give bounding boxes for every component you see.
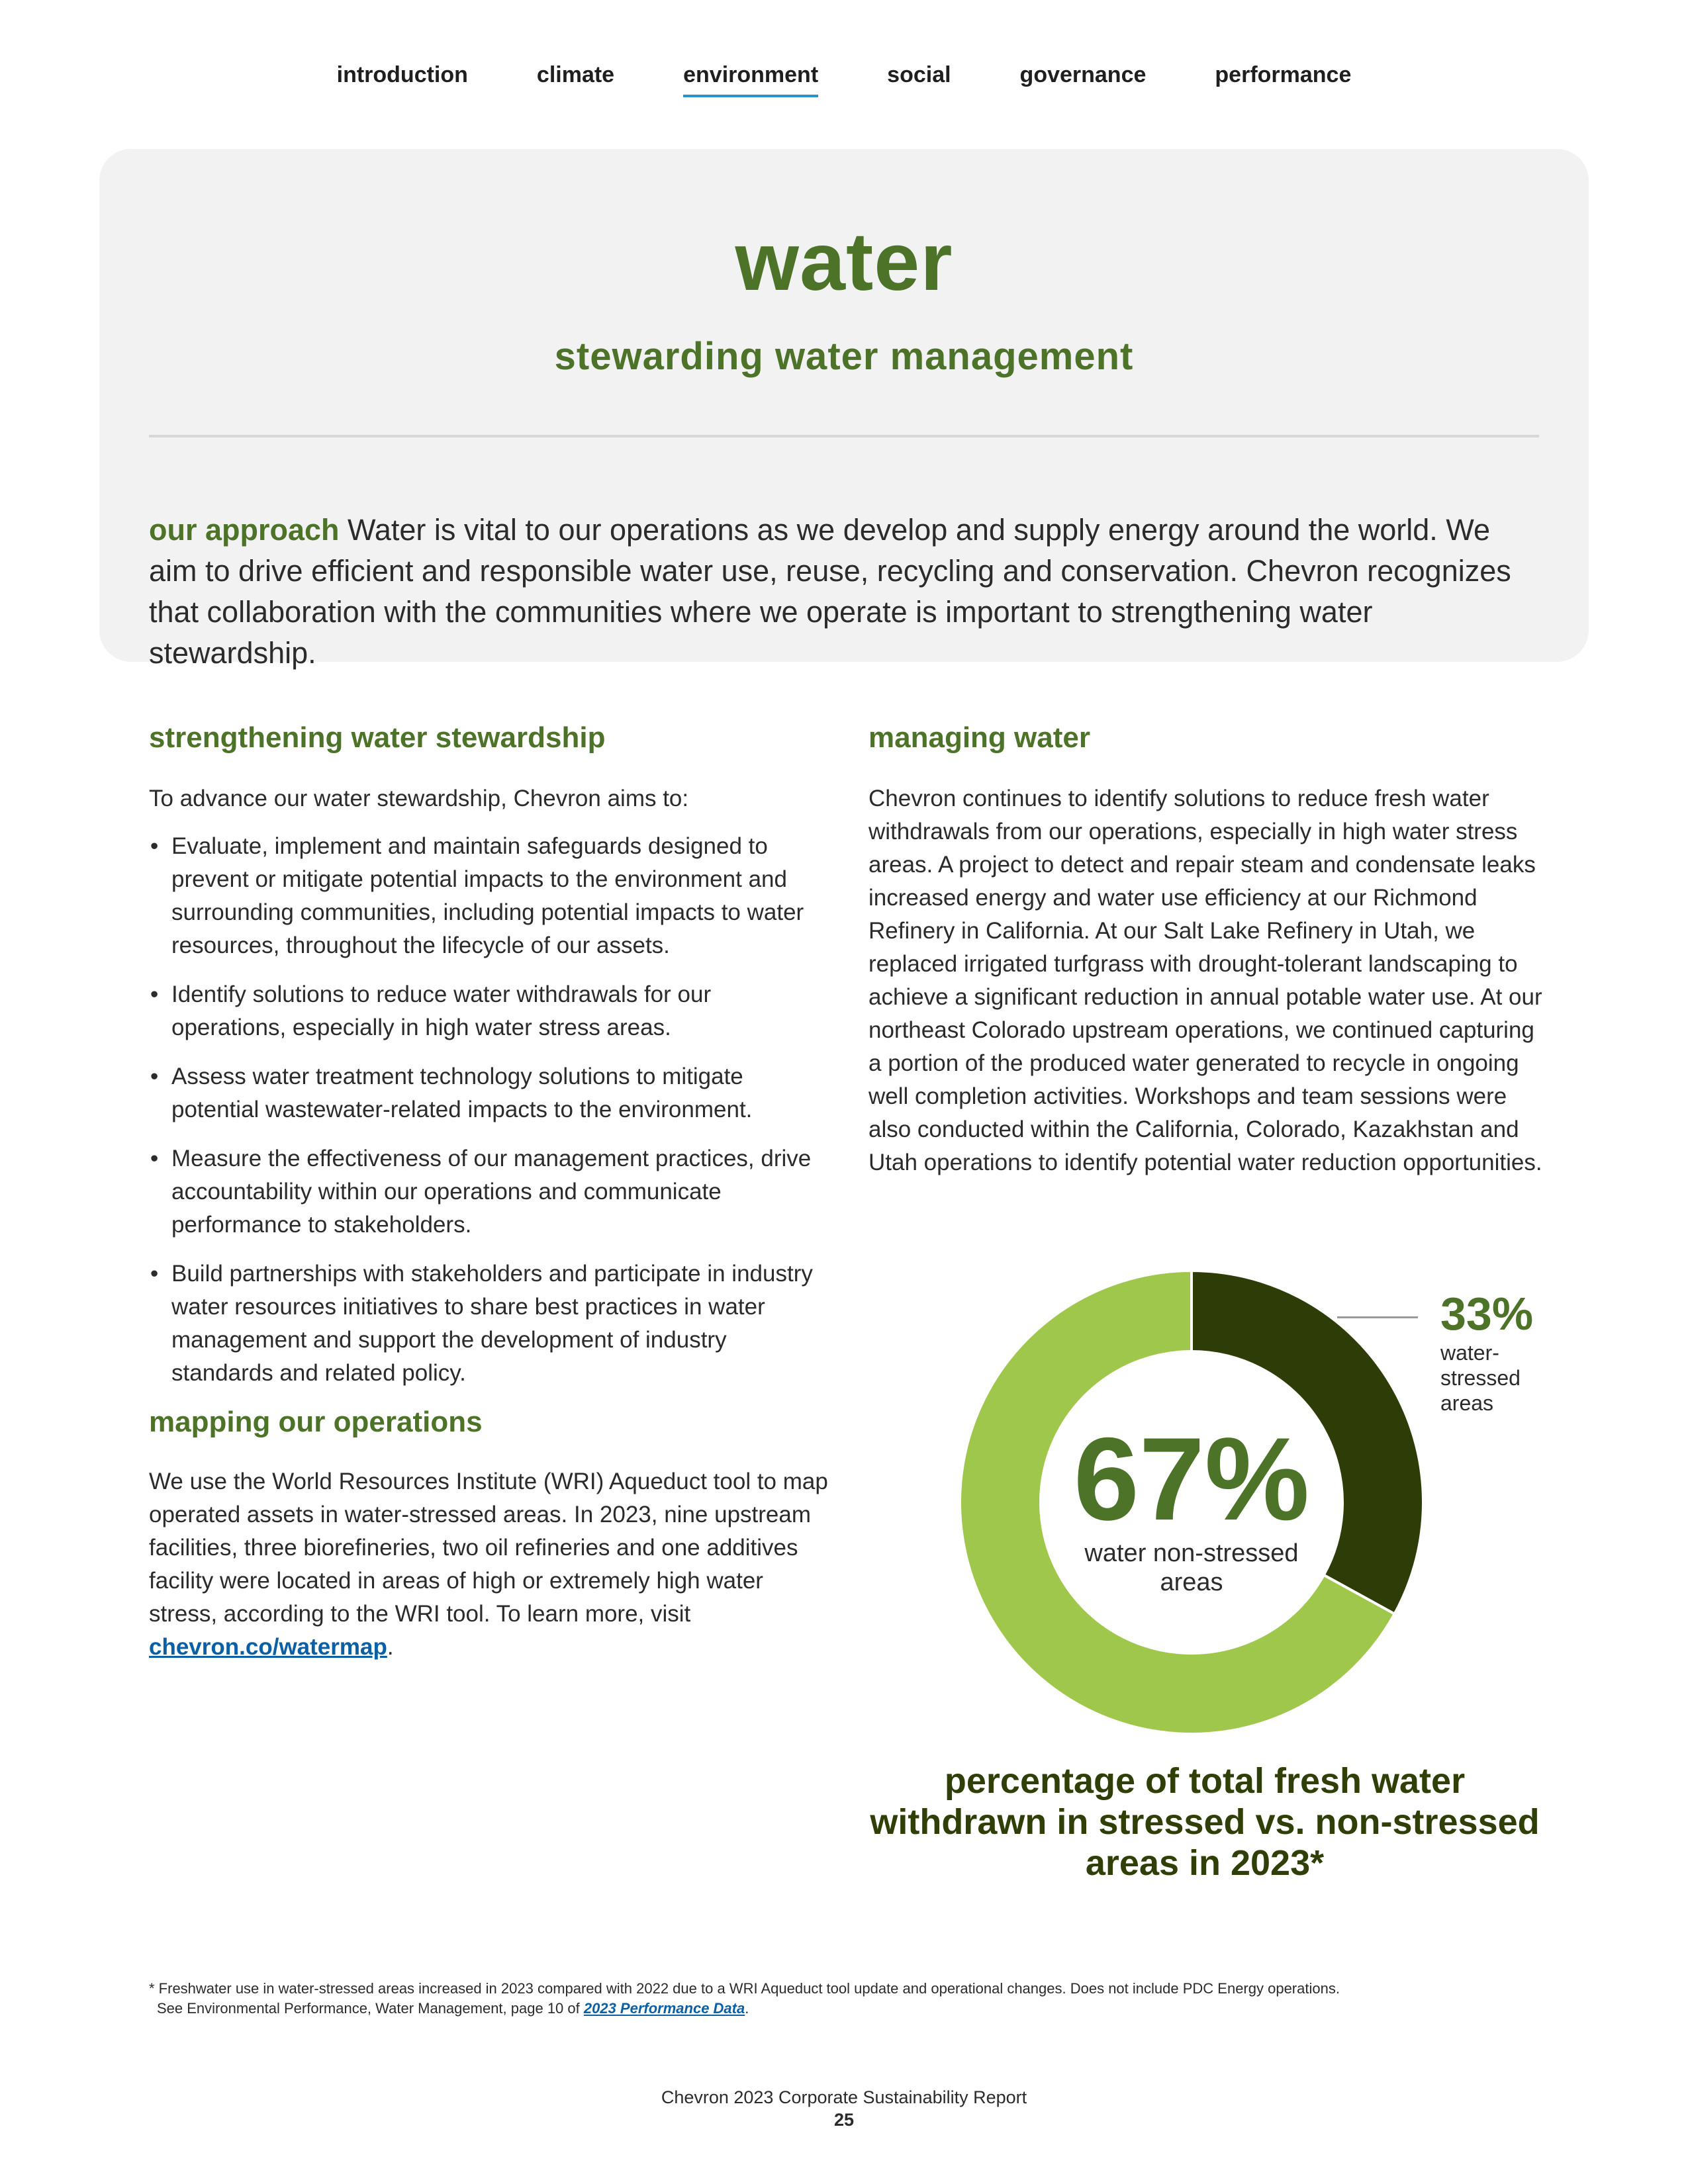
chart-title: percentage of total fresh water withdrawn in stressed vs. non-stressed areas in 2023* bbox=[870, 1761, 1540, 1883]
list-item-text: Assess water treatment technology solutions to mitigate potential wastewater-related impacts to the environment. bbox=[171, 1064, 753, 1122]
callout-label: water-stressed areas bbox=[1440, 1341, 1521, 1415]
page-subtitle: stewarding water management bbox=[554, 335, 1134, 378]
footnote-period: . bbox=[745, 2000, 749, 2017]
nav-climate[interactable]: climate bbox=[536, 62, 615, 87]
bullet-icon: • bbox=[150, 1064, 159, 1089]
nav-governance[interactable]: governance bbox=[1019, 62, 1147, 87]
footnote bbox=[149, 1979, 1539, 2019]
list-item bbox=[149, 1142, 831, 1242]
approach-lead: our approach bbox=[149, 513, 340, 547]
footnote-line-2 bbox=[149, 1999, 1539, 2019]
approach-paragraph bbox=[149, 510, 1546, 674]
approach-text: Water is vital to our operations as we develop and supply energy around the world. We aim to drive efficient and responsible water use, reuse, recycling and conservation. Chevron recognizes that collaboration with the communities where we operate is important to strengthening water stewardship. bbox=[149, 513, 1511, 670]
list-item bbox=[149, 830, 831, 962]
left-column bbox=[149, 721, 831, 1664]
nav-social[interactable]: social bbox=[887, 62, 951, 87]
footnote-line-1: * Freshwater use in water-stressed areas increased in 2023 compared with 2022 due to a WRI Aqueduct tool update and operational changes. Does not include PDC Energy operations. bbox=[149, 1980, 1340, 1997]
stewardship-heading: strengthening water stewardship bbox=[149, 721, 606, 754]
report-name: Chevron 2023 Corporate Sustainability Report bbox=[661, 2087, 1027, 2107]
mapping-paragraph bbox=[149, 1465, 831, 1664]
center-label: water non-stressed areas bbox=[1084, 1539, 1299, 1596]
nav-performance[interactable]: performance bbox=[1215, 62, 1352, 87]
list-item-text: Measure the effectiveness of our management practices, drive accountability within our operations and communicate performance to stakeholders. bbox=[171, 1146, 812, 1238]
right-column bbox=[868, 721, 1550, 1179]
center-value: 67% bbox=[1073, 1413, 1310, 1545]
list-item-text: Identify solutions to reduce water withdrawals for our operations, especially in high water stress areas. bbox=[171, 981, 712, 1040]
bullet-icon: • bbox=[150, 1261, 159, 1287]
page-title: water bbox=[735, 216, 953, 308]
bullet-icon: • bbox=[150, 1146, 159, 1171]
nav-introduction[interactable]: introduction bbox=[336, 62, 468, 87]
nav-environment[interactable]: environment bbox=[683, 58, 818, 97]
list-item bbox=[149, 1257, 831, 1390]
list-item-text: Build partnerships with stakeholders and participate in industry water resources initiatives to share best practices in water management and support the development of industry standards and related policy. bbox=[171, 1261, 813, 1386]
list-item bbox=[149, 978, 831, 1044]
section-nav bbox=[0, 58, 1688, 97]
page-number: 25 bbox=[833, 2110, 855, 2130]
callout-value: 33% bbox=[1440, 1288, 1534, 1340]
page-footer bbox=[0, 2086, 1688, 2131]
stewardship-intro: To advance our water stewardship, Chevron aims to: bbox=[149, 786, 689, 811]
managing-paragraph: Chevron continues to identify solutions to reduce fresh water withdrawals from our operations, especially in high water stress areas. A project to detect and repair steam and condensate leaks increased energy and water use efficiency at our Richmond Refinery in California. At our Salt Lake Refinery in Utah, we replaced irrigated turfgrass with drought-tolerant landscaping to achieve a significant reduction in annual potable water use. At our northeast Colorado upstream operations, we continued capturing a portion of the produced water generated to recycle in ongoing well completion activities. Workshops and team sessions were also conducted within the California, Colorado, Kazakhstan and Utah operations to identify potential water reduction opportunities. bbox=[868, 786, 1542, 1175]
mapping-period: . bbox=[387, 1634, 394, 1660]
divider bbox=[149, 435, 1539, 437]
footnote-text: See Environmental Performance, Water Management, page 10 of bbox=[157, 2000, 584, 2017]
managing-heading: managing water bbox=[868, 721, 1090, 754]
performance-data-link[interactable]: 2023 Performance Data bbox=[583, 2000, 745, 2017]
mapping-heading: mapping our operations bbox=[149, 1406, 483, 1438]
list-item bbox=[149, 1060, 831, 1126]
hero-panel bbox=[99, 149, 1589, 670]
callout-leader-line bbox=[1337, 1316, 1418, 1318]
bullet-icon: • bbox=[150, 981, 159, 1007]
watermap-link[interactable]: chevron.co/watermap bbox=[149, 1634, 387, 1660]
bullet-icon: • bbox=[150, 833, 159, 859]
stewardship-list bbox=[149, 830, 831, 1390]
mapping-text: We use the World Resources Institute (WRI) Aqueduct tool to map operated assets in water-stressed areas. In 2023, nine upstream facilities, three biorefineries, two oil refineries and one additives facility were located in areas of high or extremely high water stress, according to the WRI tool. To learn more, visit bbox=[149, 1469, 828, 1627]
list-item-text: Evaluate, implement and maintain safeguards designed to prevent or mitigate potential impacts to the environment and surrounding communities, including potential impacts to water resources, throughout the lifecycle of our assets. bbox=[171, 833, 804, 958]
